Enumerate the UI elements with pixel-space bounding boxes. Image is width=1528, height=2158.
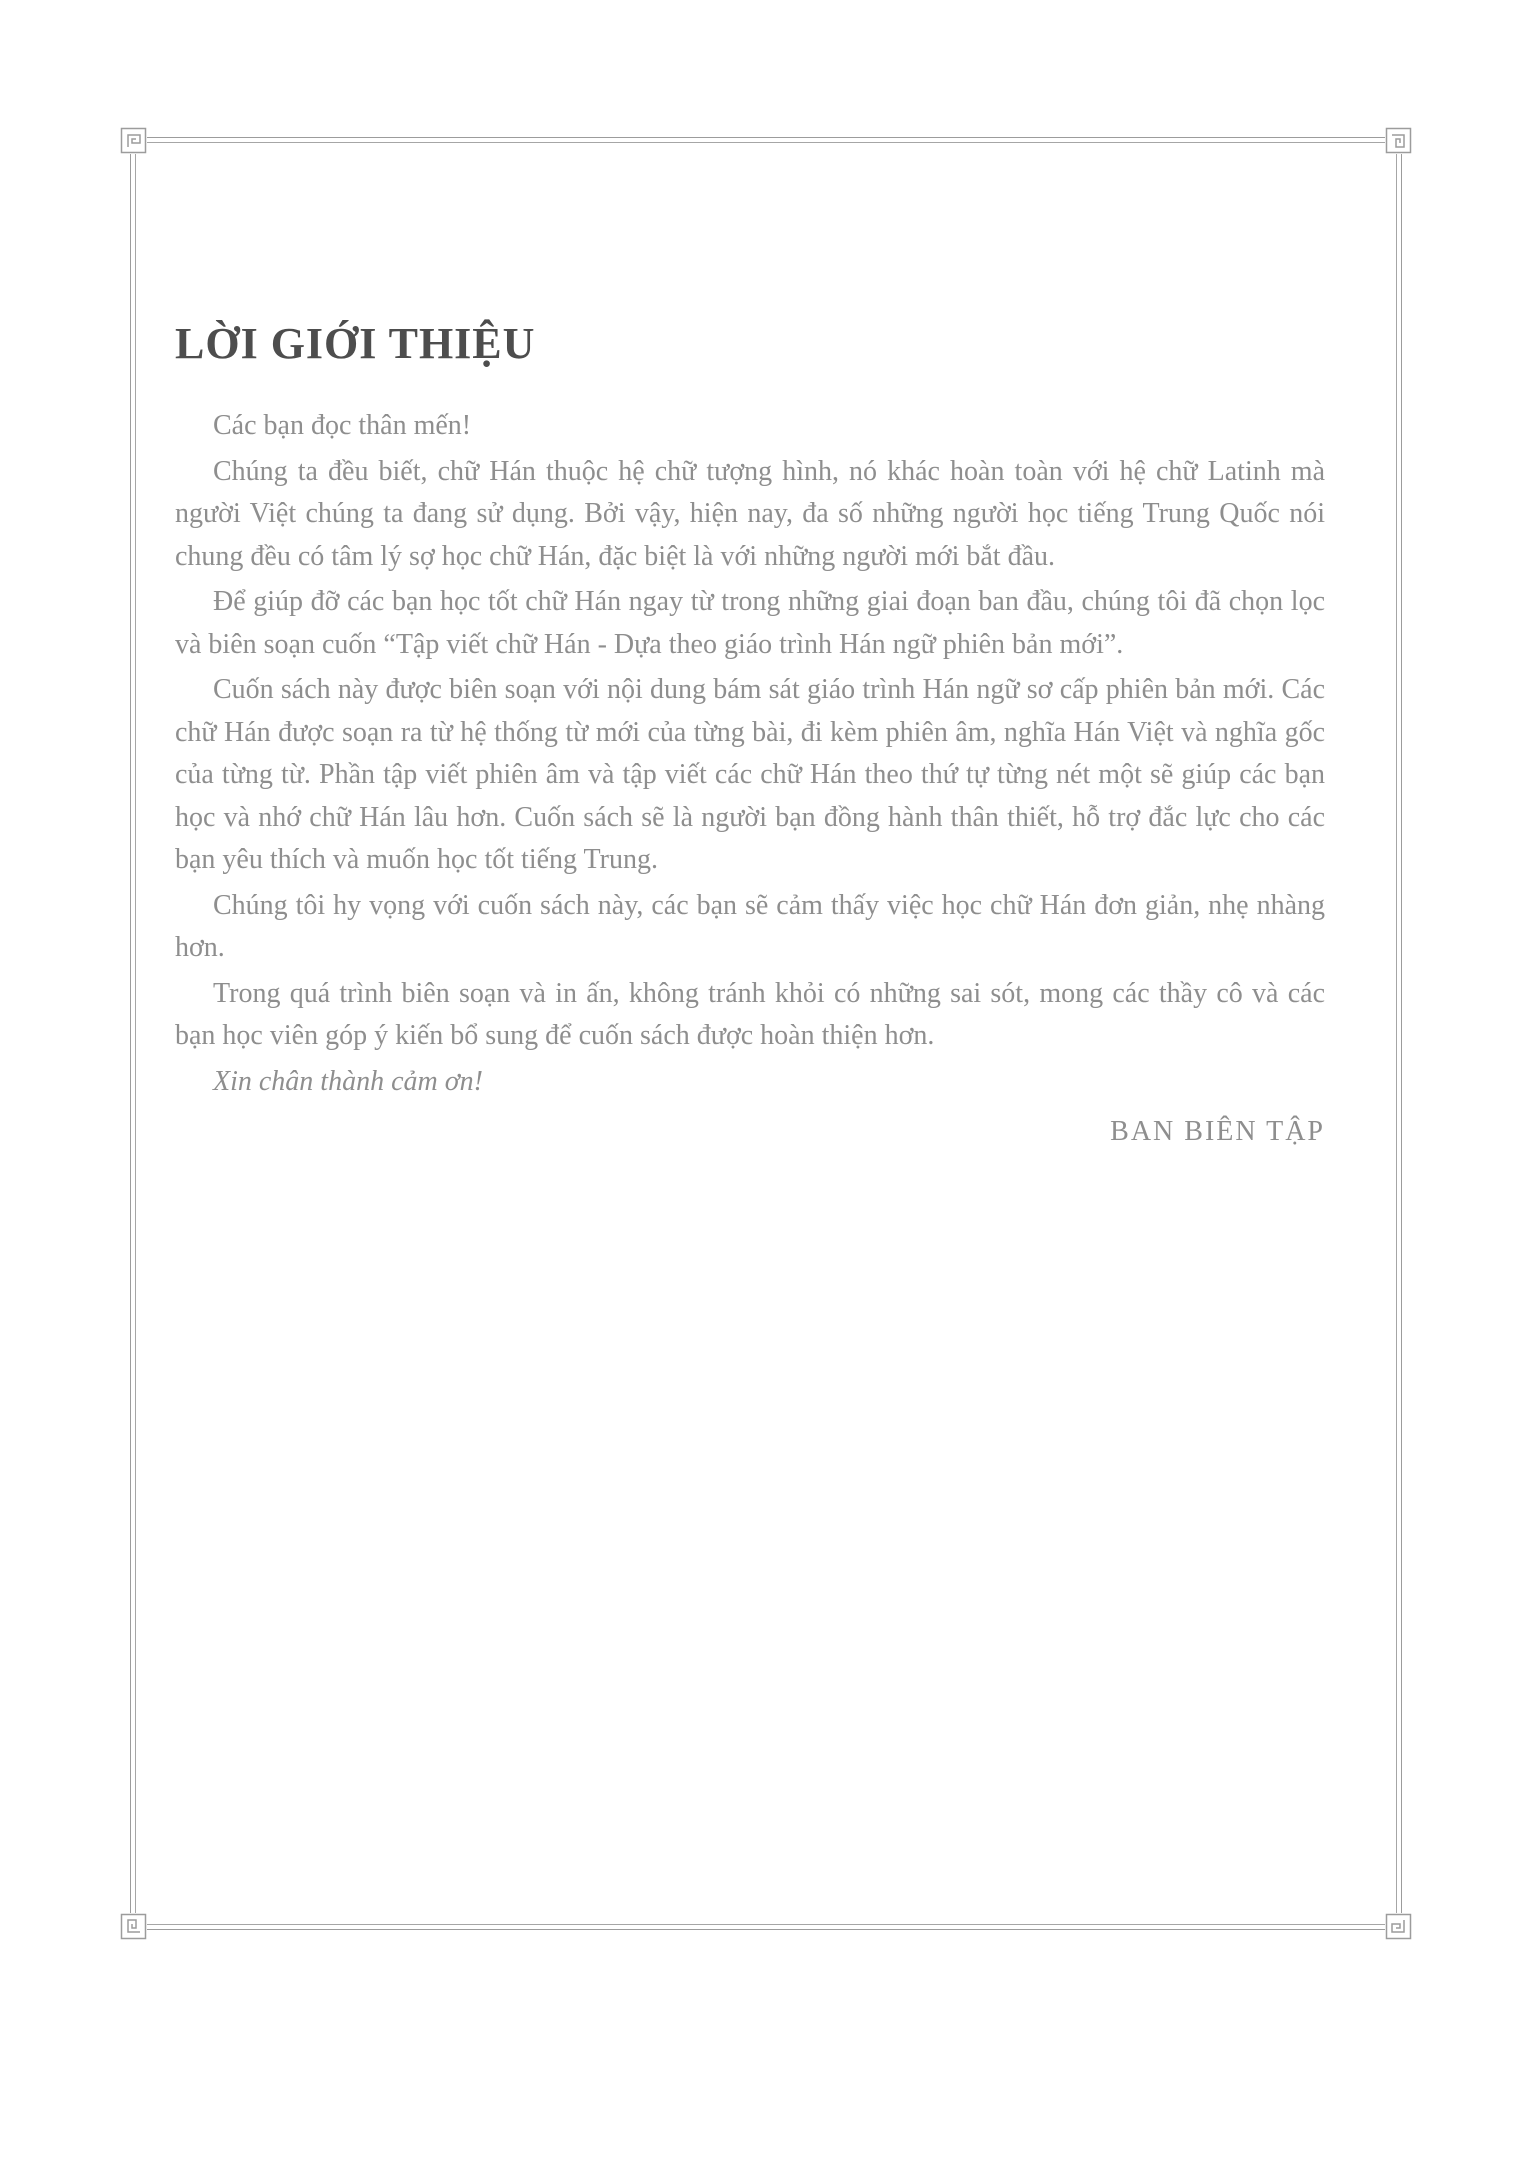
corner-ornament-bottom-left [120,1913,147,1940]
closing-line: Xin chân thành cảm ơn! [213,1065,484,1097]
paragraph-3: Cuốn sách này được biên soạn với nội dung bám sát giáo trình Hán ngữ sơ cấp phiên bản mới. Các chữ Hán được soạn ra từ hệ thống từ mới của từng bài, đi kèm phiên âm, nghĩa Hán Việt và nghĩa gốc của từng từ. Phần tập viết phiên âm và tập viết các chữ Hán theo thứ tự từng nét một sẽ giúp các bạn học và nhớ chữ Hán lâu hơn. Cuốn sách sẽ là người bạn đồng hành thân thiết, hỗ trợ đắc lực cho các bạn yêu thích và muốn học tốt tiếng Trung. [175,674,1325,875]
paragraph-5: Trong quá trình biên soạn và in ấn, không tránh khỏi có những sai sót, mong các thầy cô và các bạn học viên góp ý kiến bổ sung để cuốn sách được hoàn thiện hơn. [175,977,1325,1051]
page-content [175,318,1325,1154]
paragraph-4: Chúng tôi hy vọng với cuốn sách này, các bạn sẽ cảm thấy việc học chữ Hán đơn giản, nhẹ nhàng hơn. [175,889,1325,963]
corner-ornament-bottom-right [1385,1913,1412,1940]
paragraph-greeting: Các bạn đọc thân mến! [213,410,472,441]
page-title: LỜI GIỚI THIỆU [175,319,536,368]
signature-editorial-board: BAN BIÊN TẬP [1110,1116,1325,1147]
corner-ornament-top-left [120,127,147,154]
corner-ornament-top-right [1385,127,1412,154]
paragraph-2: Để giúp đỡ các bạn học tốt chữ Hán ngay từ trong những giai đoạn ban đầu, chúng tôi đã chọn lọc và biên soạn cuốn “Tập viết chữ Hán - Dựa theo giáo trình Hán ngữ phiên bản mới”. [175,586,1325,660]
paragraph-1: Chúng ta đều biết, chữ Hán thuộc hệ chữ tượng hình, nó khác hoàn toàn với hệ chữ Latinh mà người Việt chúng ta đang sử dụng. Bởi vậy, hiện nay, đa số những người học tiếng Trung Quốc nói chung đều có tâm lý sợ học chữ Hán, đặc biệt là với những người mới bắt đầu. [175,455,1325,572]
